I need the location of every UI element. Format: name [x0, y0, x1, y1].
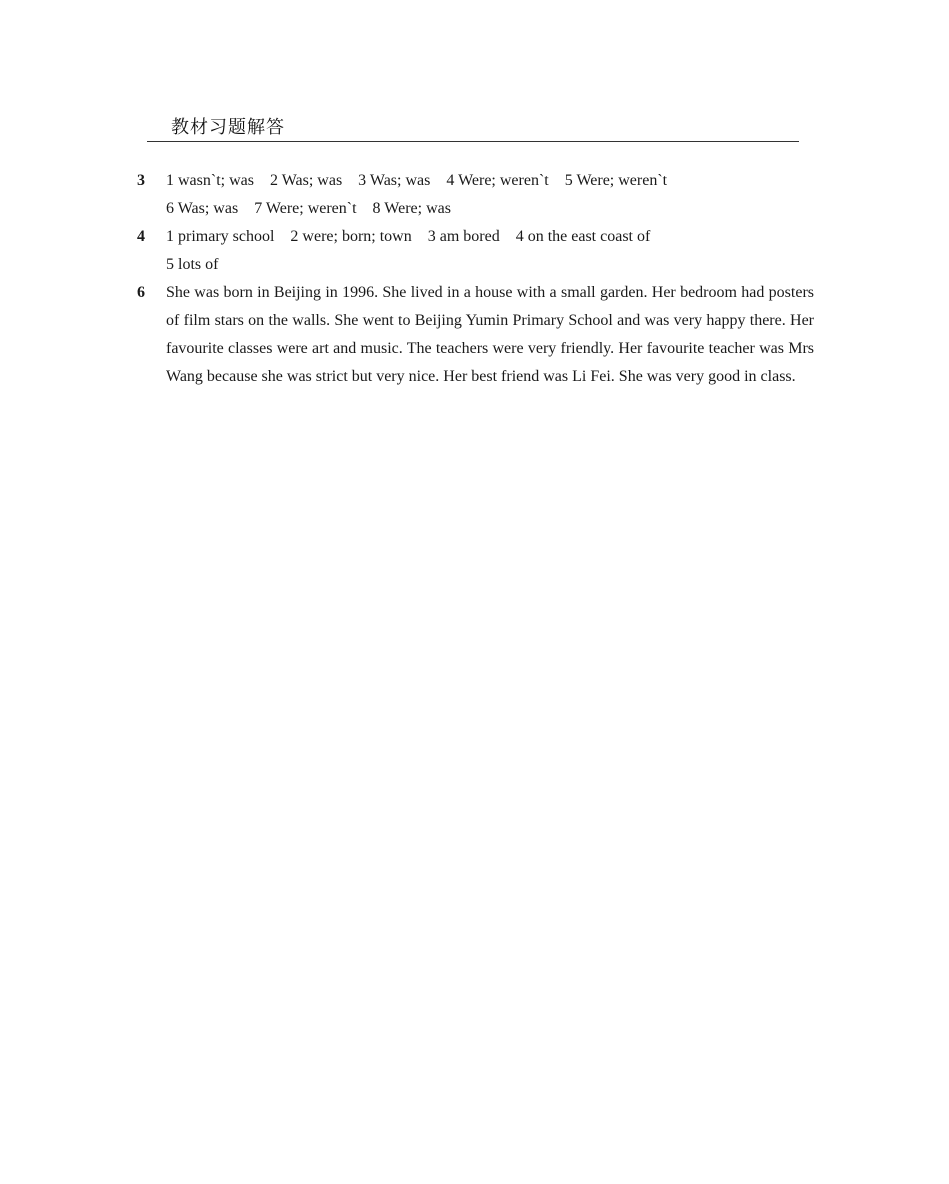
answer-line: 5 lots of [166, 256, 219, 273]
answer-item-3 [137, 167, 817, 223]
answer-line: 6 Was; was 7 Were; weren`t 8 Were; was [166, 200, 451, 217]
answer-paragraph: She was born in Beijing in 1996. She lived in a house with a small garden. Her bedroom had posters of film stars on the walls. She went to Beijing Yumin Primary School and was very happy there. Her favourite classes were art and music. The teachers were very friendly. Her favourite teacher was Mrs Wang because she was strict but very nice. Her best friend was Li Fei. She was very good in class. [166, 284, 814, 385]
answer-item-4 [137, 223, 817, 279]
answer-number: 6 [137, 284, 145, 301]
answer-number: 3 [137, 172, 145, 189]
answer-line: 1 primary school 2 were; born; town 3 am bored 4 on the east coast of [166, 228, 651, 245]
answer-item-6 [137, 279, 817, 391]
section-title: 教材习题解答 [171, 117, 285, 138]
answer-list [137, 167, 817, 391]
answer-body [166, 223, 817, 279]
answer-body [166, 279, 817, 391]
answer-line: 1 wasn`t; was 2 Was; was 3 Was; was 4 Were; weren`t 5 Were; weren`t [166, 172, 668, 189]
section-header [147, 116, 799, 142]
answer-body [166, 167, 817, 223]
answer-number: 4 [137, 228, 145, 245]
